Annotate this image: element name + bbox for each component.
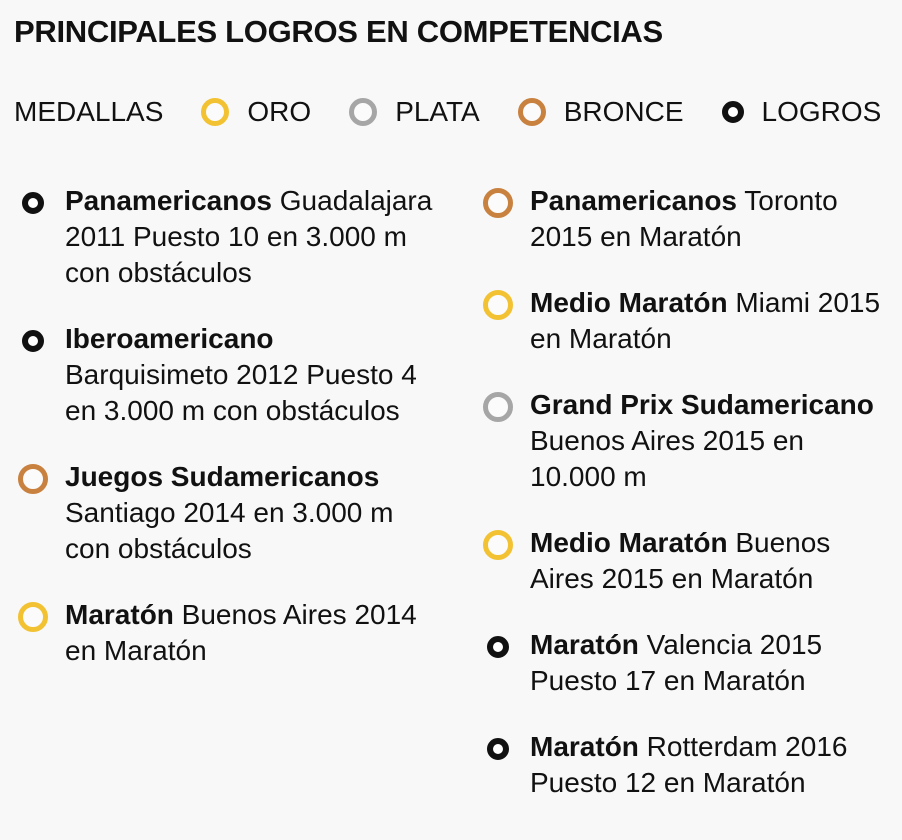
gold-medal-icon: [483, 290, 513, 320]
competition-detail: Buenos Aires 2015 en Maratón: [530, 527, 831, 594]
bronze-medal-icon: [483, 188, 513, 218]
legend-key-label: BRONCE: [563, 96, 684, 127]
competition-detail: Buenos Aires 2014 en Maratón: [65, 599, 417, 666]
achievement-ring-icon: [22, 192, 44, 214]
legend-key-label: PLATA: [395, 96, 480, 127]
achievement-item: [483, 183, 893, 255]
legend-label: MEDALLAS: [14, 96, 164, 127]
achievement-ring-icon: [487, 738, 509, 760]
competition-detail: Guadalajara 2011 Puesto 10 en 3.000 m con obstáculos: [65, 185, 433, 288]
competition-detail: Valencia 2015 Puesto 17 en Maratón: [530, 629, 823, 696]
achievement-item: [18, 597, 438, 669]
competition-name: Panamericanos: [530, 185, 737, 216]
achievements-right-column: [483, 183, 893, 831]
gold-medal-icon: [483, 530, 513, 560]
competition-name: Medio Maratón: [530, 527, 728, 558]
bronze-medal-icon: [18, 464, 48, 494]
bronze-ring-icon: [518, 98, 546, 126]
competition-detail: Buenos Aires 2015 en 10.000 m: [530, 425, 804, 492]
achievement-item: [18, 459, 438, 567]
achievement-item: [483, 627, 893, 699]
legend-key-label: LOGROS: [761, 96, 882, 127]
legend-key-oro: [201, 94, 311, 130]
competition-name: Juegos Sudamericanos: [65, 461, 380, 492]
page-title: PRINCIPALES LOGROS EN COMPETENCIAS: [14, 14, 663, 49]
gold-ring-icon: [201, 98, 229, 126]
competition-name: Maratón: [530, 731, 639, 762]
competition-detail: Miami 2015 en Maratón: [530, 287, 881, 354]
competition-detail: Santiago 2014 en 3.000 m con obstáculos: [65, 497, 394, 564]
competition-name: Maratón: [65, 599, 174, 630]
achievement-ring-icon: [487, 636, 509, 658]
silver-medal-icon: [483, 392, 513, 422]
legend-key-bronce: [518, 94, 684, 130]
achievement-item: [483, 525, 893, 597]
achievements-left-column: [18, 183, 438, 699]
competition-detail: Toronto 2015 en Maratón: [530, 185, 838, 252]
achievement-ring-icon: [722, 101, 744, 123]
competition-name: Iberoamericano: [65, 323, 274, 354]
legend-key-plata: [349, 94, 480, 130]
achievement-ring-icon: [22, 330, 44, 352]
legend-key-label: ORO: [247, 96, 312, 127]
competition-detail: Barquisimeto 2012 Puesto 4 en 3.000 m con obstáculos: [65, 359, 417, 426]
competition-name: Panamericanos: [65, 185, 272, 216]
competition-detail: Rotterdam 2016 Puesto 12 en Maratón: [530, 731, 848, 798]
achievement-item: [483, 285, 893, 357]
gold-medal-icon: [18, 602, 48, 632]
competition-name: Grand Prix Sudamericano: [530, 389, 874, 420]
legend-key-logros: [722, 94, 882, 130]
silver-ring-icon: [349, 98, 377, 126]
achievement-item: [483, 387, 893, 495]
achievement-item: [483, 729, 893, 801]
competition-name: Medio Maratón: [530, 287, 728, 318]
medal-legend: [14, 94, 894, 130]
achievement-item: [18, 183, 438, 291]
competition-name: Maratón: [530, 629, 639, 660]
achievement-item: [18, 321, 438, 429]
